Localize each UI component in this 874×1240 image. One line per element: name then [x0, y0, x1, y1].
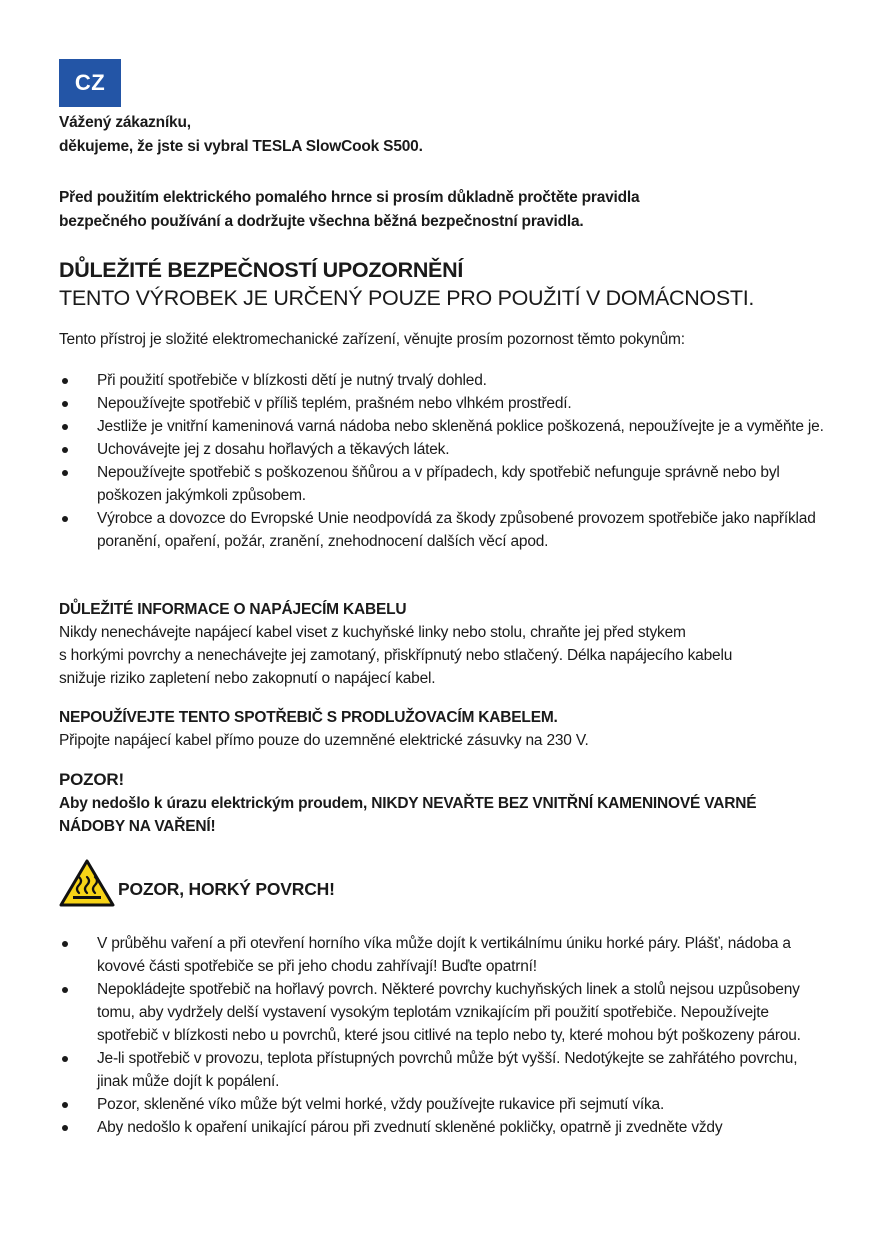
intro-line-2: bezpečného používání a dodržujte všechna běžná bezpečnostní pravidla. — [59, 213, 584, 230]
cable-line-1: Nikdy nenechávejte napájecí kabel viset z kuchyňské linky nebo stolu, chraňte jej před stykem — [59, 624, 686, 641]
extension-text: Připojte napájecí kabel přímo pouze do uzemněné elektrické zásuvky na 230 V. — [59, 732, 589, 749]
caution-heading: POZOR! — [59, 770, 124, 789]
hot-surface-warning-icon — [59, 859, 115, 907]
hot-surface-warning — [59, 858, 335, 908]
greeting-line-1: Vážený zákazníku, — [59, 114, 191, 131]
safety-lead: Tento přístroj je složité elektromechanické zařízení, věnujte prosím pozornost těmto pokynům: — [59, 331, 685, 348]
list-item: Pozor, skleněné víko může být velmi horké, vždy používejte rukavice při sejmutí víka. — [59, 1093, 824, 1116]
safety-title: DŮLEŽITÉ BEZPEČNOSTÍ UPOZORNĚNÍ — [59, 258, 463, 282]
list-item: Je-li spotřebič v provozu, teplota přístupných povrchů může být vyšší. Nedotýkejte se zahřátého povrchu, jinak může dojít k popálení. — [59, 1047, 824, 1093]
cable-line-3: snižuje riziko zapletení nebo zakopnutí o napájecí kabel. — [59, 670, 436, 687]
cable-line-2: s horkými povrchy a nenechávejte jej zamotaný, přiskřípnutý nebo stlačený. Délka napájecího kabelu — [59, 647, 733, 664]
list-item: Nepokládejte spotřebič na hořlavý povrch. Některé povrchy kuchyňských linek a stolů nejsou uzpůsobeny tomu, aby vydržely delší vystavení vysokým teplotám vznikajícím při použití spotřebiče. Nepoužívejte spotřebič v blízkosti nebo u povrchů, které jsou citlivé na teplo nebo ty, které mohou být poškozeny párou. — [59, 978, 824, 1047]
extension-heading: NEPOUŽÍVEJTE TENTO SPOTŘEBIČ S PRODLUŽOVACÍM KABELEM. — [59, 709, 558, 726]
language-badge: CZ — [59, 59, 121, 107]
caution-line-2: NÁDOBY NA VAŘENÍ! — [59, 818, 216, 835]
list-item: Jestliže je vnitřní kameninová varná nádoba nebo skleněná poklice poškozená, nepoužívejte je a vyměňte je. — [59, 415, 824, 438]
list-item: Výrobce a dovozce do Evropské Unie neodpovídá za škody způsobené provozem spotřebiče jako například poranění, opaření, požár, zranění, znehodnocení dalších věcí apod. — [59, 507, 824, 553]
list-item: Aby nedošlo k opaření unikající párou při zvednutí skleněné pokličky, opatrně ji zvedněte vždy — [59, 1116, 824, 1139]
list-item: V průběhu vaření a při otevření horního víka může dojít k vertikálnímu úniku horké páry. Plášť, nádoba a kovové části spotřebiče se při jeho chodu zahřívají! Buďte opatrní! — [59, 932, 824, 978]
list-item: Nepoužívejte spotřebič v příliš teplém, prašném nebo vlhkém prostředí. — [59, 392, 824, 415]
cable-heading: DŮLEŽITÉ INFORMACE O NAPÁJECÍM KABELU — [59, 601, 407, 618]
list-item: Při použití spotřebiče v blízkosti dětí je nutný trvalý dohled. — [59, 369, 824, 392]
greeting-line-2: děkujeme, že jste si vybral TESLA SlowCook S500. — [59, 138, 423, 155]
hot-surface-list — [59, 932, 824, 1139]
list-item: Nepoužívejte spotřebič s poškozenou šňůrou a v případech, kdy spotřebič nefunguje správně nebo byl poškozen jakýmkoli způsobem. — [59, 461, 824, 507]
safety-list — [59, 369, 824, 553]
safety-subtitle: TENTO VÝROBEK JE URČENÝ POUZE PRO POUŽITÍ V DOMÁCNOSTI. — [59, 286, 755, 310]
caution-line-1: Aby nedošlo k úrazu elektrickým proudem, NIKDY NEVAŘTE BEZ VNITŘNÍ KAMENINOVÉ VARNÉ — [59, 795, 757, 812]
hot-surface-label: POZOR, HORKÝ POVRCH! — [118, 878, 335, 899]
intro-line-1: Před použitím elektrického pomalého hrnce si prosím důkladně pročtěte pravidla — [59, 189, 640, 206]
list-item: Uchovávejte jej z dosahu hořlavých a těkavých látek. — [59, 438, 824, 461]
